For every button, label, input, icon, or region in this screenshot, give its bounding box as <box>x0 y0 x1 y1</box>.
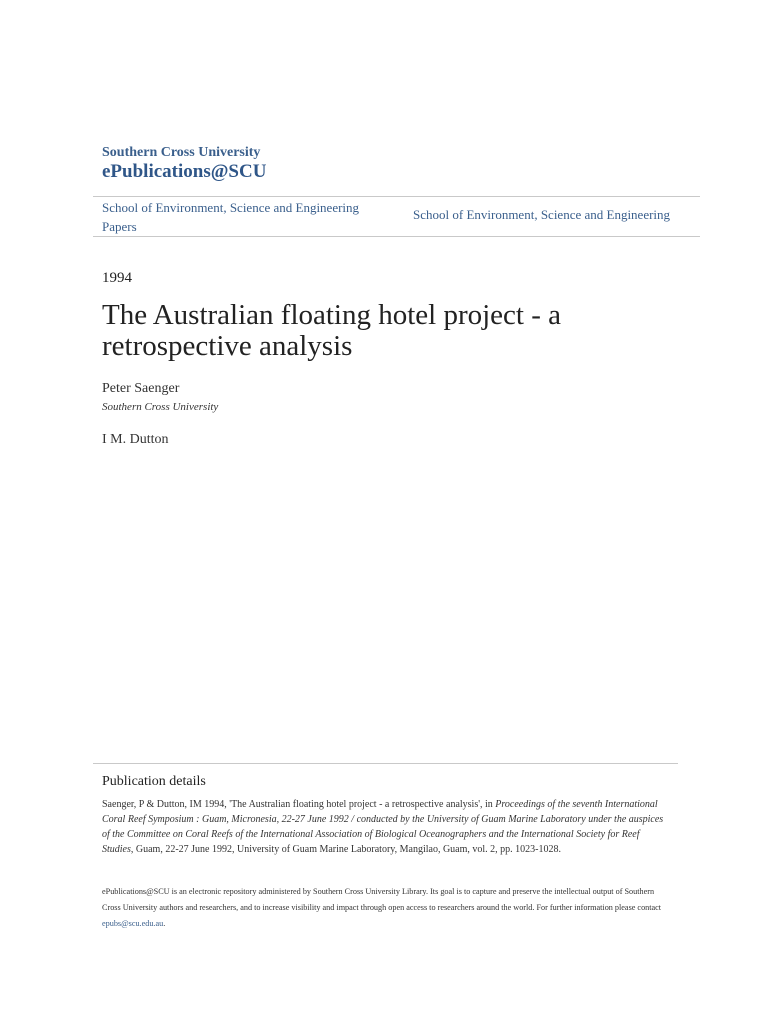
publication-year: 1994 <box>102 270 132 286</box>
top-divider <box>93 196 700 197</box>
footer-end: . <box>163 919 166 928</box>
article-title: The Australian floating hotel project - a retrospective analysis <box>102 299 562 362</box>
repository-link[interactable]: ePublications@SCU <box>102 161 267 182</box>
publication-divider <box>93 763 678 764</box>
citation-tail: , Guam, 22-27 June 1992, University of Guam Marine Laboratory, Mangilao, Guam, vol. 2, pp. 1023-1028. <box>130 844 561 855</box>
author-affiliation: Southern Cross University <box>102 401 219 413</box>
footer-text: ePublications@SCU is an electronic repository administered by Southern Cross University Library. Its goal is to capture and preserve the intellectual output of Southern Cross University authors and researchers, and to increase visibility and impact through open access to researchers around the world. For further information please contact <box>102 887 662 912</box>
collection-papers-link[interactable]: School of Environment, Science and Engineering Papers <box>102 200 360 234</box>
author-name: Peter Saenger <box>102 381 180 396</box>
institution-link[interactable]: Southern Cross University <box>102 145 261 160</box>
citation-lead: Saenger, P & Dutton, IM 1994, 'The Australian floating hotel project - a retrospective analysis', in <box>102 799 496 810</box>
citation-source: Proceedings of the seventh International Coral Reef Symposium : Guam, Micronesia, 22-27 June 1992 / conducted by the University of Guam Marine Laboratory under the auspices of the Committee on Coral Reefs of the International Association of Biological Oceanographers and the International Society for Reef Studies <box>102 799 664 855</box>
collection-divider <box>93 236 700 237</box>
repository-footer <box>102 884 662 932</box>
publication-details-heading: Publication details <box>102 774 206 789</box>
collection-school-link[interactable]: School of Environment, Science and Engineering <box>413 207 671 222</box>
citation-text <box>102 797 672 857</box>
author-name: I M. Dutton <box>102 432 169 447</box>
contact-email-link[interactable]: epubs@scu.edu.au <box>102 919 164 928</box>
